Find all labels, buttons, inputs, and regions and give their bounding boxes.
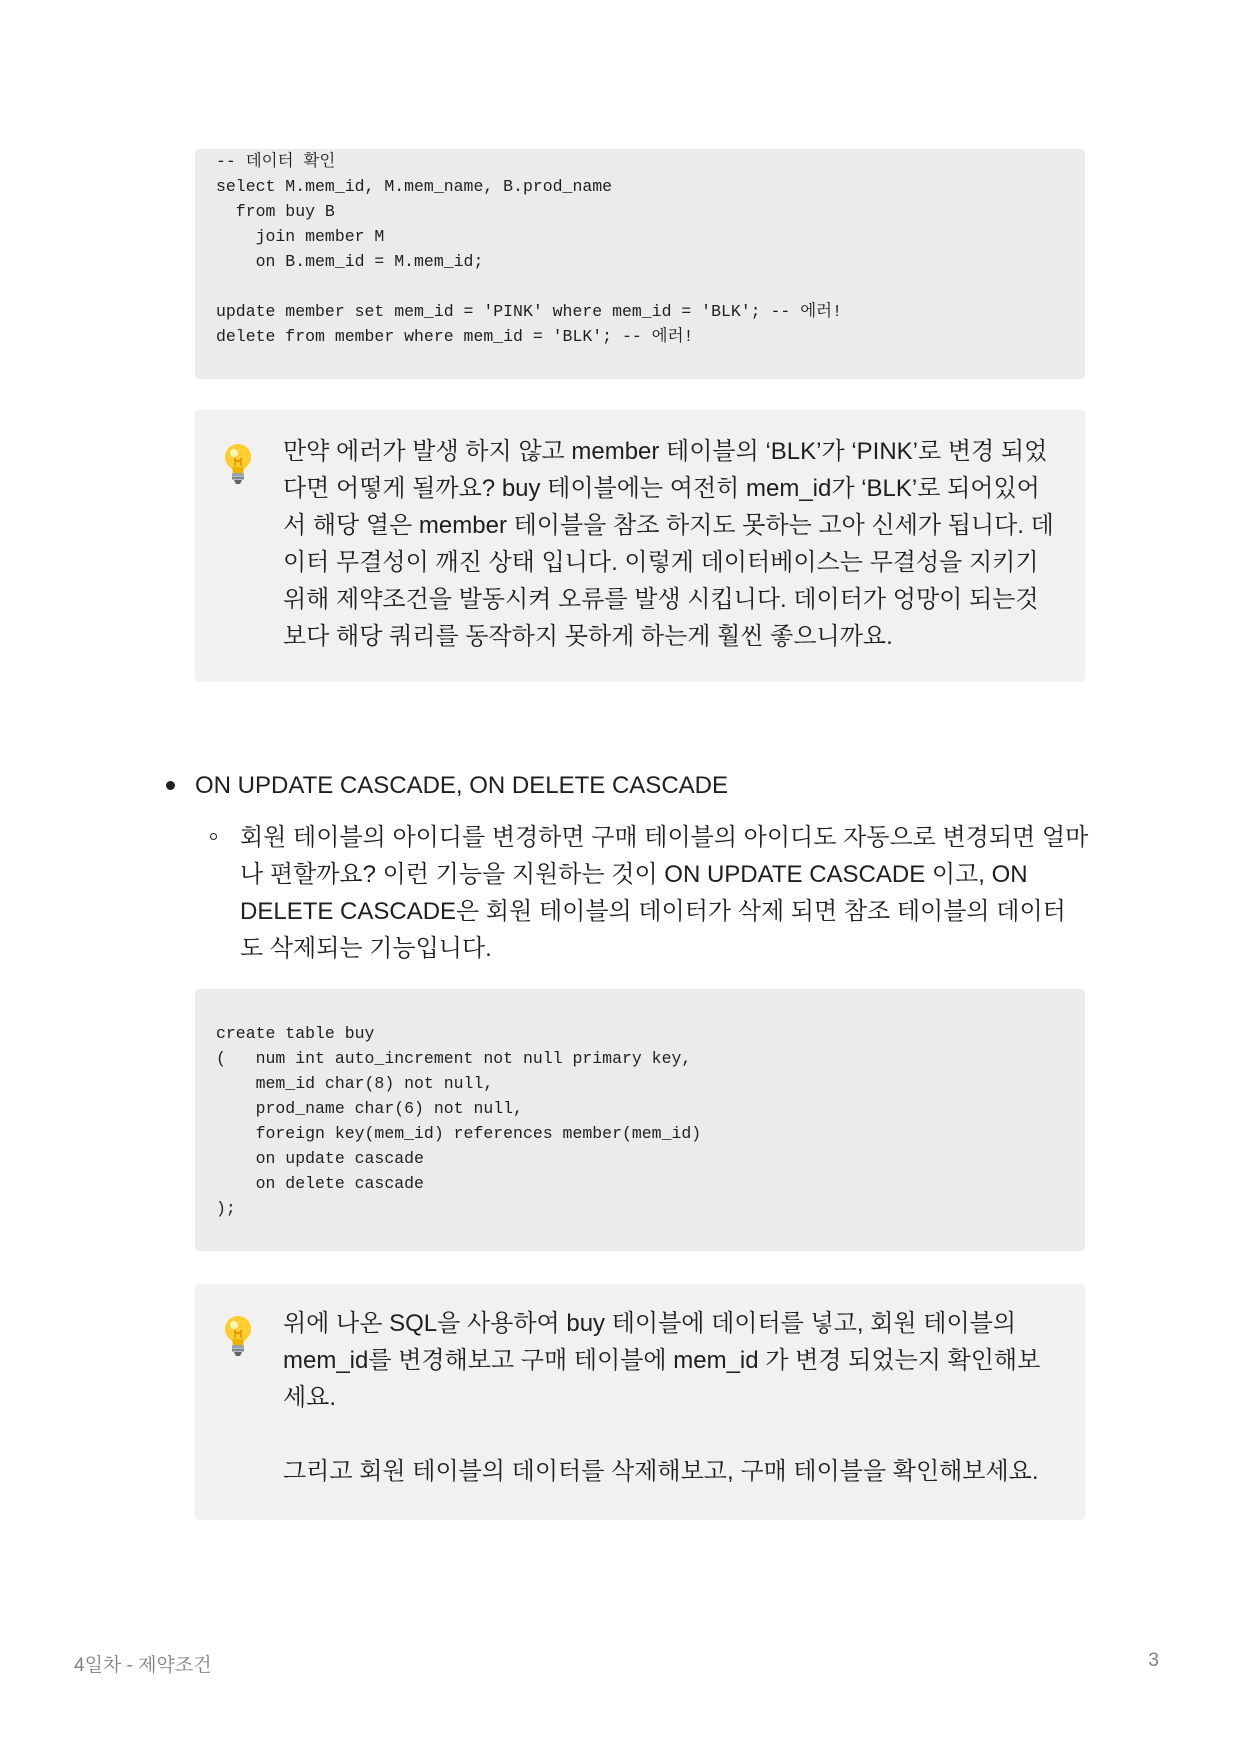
- callout-line: 이터 무결성이 깨진 상태 입니다. 이렇게 데이터베이스는 무결성을 지키기: [283, 549, 1039, 576]
- code-line: );: [216, 1199, 236, 1218]
- callout-line: 만약 에러가 발생 하지 않고 member 테이블의 ‘BLK’가 ‘PINK’로 변경 되었: [283, 438, 1048, 465]
- code-line: on update cascade: [216, 1149, 424, 1168]
- paragraph-line: 회원 테이블의 아이디를 변경하면 구매 테이블의 아이디도 자동으로 변경되면 얼마: [240, 824, 1089, 851]
- code-line: delete from member where mem_id = 'BLK'; -- 에러!: [216, 327, 694, 346]
- paragraph-line: 나 편할까요? 이런 기능을 지원하는 것이 ON UPDATE CASCADE 이고, ON: [240, 861, 1028, 888]
- code-line: update member set mem_id = 'PINK' where mem_id = 'BLK'; -- 에러!: [216, 302, 842, 321]
- code-line: ( num int auto_increment not null primary key,: [216, 1049, 692, 1068]
- footer-title: 4일차 - 제약조건: [74, 1655, 212, 1676]
- code-line: mem_id char(8) not null,: [216, 1074, 494, 1093]
- callout-line: 위해 제약조건을 발동시켜 오류를 발생 시킵니다. 데이터가 엉망이 되는것: [283, 586, 1039, 613]
- page-number: 3: [1148, 1650, 1159, 1671]
- bullet-dot: [166, 781, 175, 790]
- callout-line: 세요.: [283, 1384, 337, 1411]
- code-line: -- 데이터 확인: [216, 152, 336, 171]
- code-line: on delete cascade: [216, 1174, 424, 1193]
- paragraph-line: DELETE CASCADE은 회원 테이블의 데이터가 삭제 되면 참조 테이블의 데이터: [240, 898, 1066, 925]
- code-line: on B.mem_id = M.mem_id;: [216, 252, 484, 271]
- lightbulb-icon: [221, 442, 255, 486]
- code-line: [216, 274, 1085, 299]
- callout-line: 서 해당 열은 member 테이블을 참조 하지도 못하는 고아 신세가 됩니다. 데: [283, 512, 1054, 539]
- callout-orphan-explanation: [195, 410, 1085, 682]
- paragraph-line: 도 삭제되는 기능입니다.: [240, 935, 492, 962]
- sub-bullet-paragraph: [240, 819, 1100, 967]
- callout-line: 보다 해당 쿼리를 동작하지 못하게 하는게 훨씬 좋으니까요.: [283, 623, 893, 650]
- callout-line: 그리고 회원 테이블의 데이터를 삭제해보고, 구매 테이블을 확인해보세요.: [283, 1458, 1039, 1485]
- code-line: from buy B: [216, 202, 335, 221]
- callout-exercise: [195, 1284, 1085, 1520]
- code-line: select M.mem_id, M.mem_name, B.prod_name: [216, 177, 613, 196]
- callout-line: 다면 어떻게 될까요? buy 테이블에는 여전히 mem_id가 ‘BLK’로 되어있어: [283, 475, 1040, 502]
- sub-bullet-circle: [210, 833, 217, 840]
- callout-line: 위에 나온 SQL을 사용하여 buy 테이블에 데이터를 넣고, 회원 테이블의: [283, 1310, 1016, 1337]
- code-line: foreign key(mem_id) references member(mem_id): [216, 1124, 702, 1143]
- lightbulb-icon: [221, 1314, 255, 1358]
- code-block-sql-check: [195, 149, 1085, 379]
- callout-line: [283, 1416, 1063, 1453]
- code-block-create-table: [195, 989, 1085, 1251]
- code-line: create table buy: [216, 1024, 375, 1043]
- code-line: prod_name char(6) not null,: [216, 1099, 523, 1118]
- code-line: join member M: [216, 227, 385, 246]
- callout-line: mem_id를 변경해보고 구매 테이블에 mem_id 가 변경 되었는지 확인해보: [283, 1347, 1041, 1374]
- bullet-heading: ON UPDATE CASCADE, ON DELETE CASCADE: [195, 772, 728, 799]
